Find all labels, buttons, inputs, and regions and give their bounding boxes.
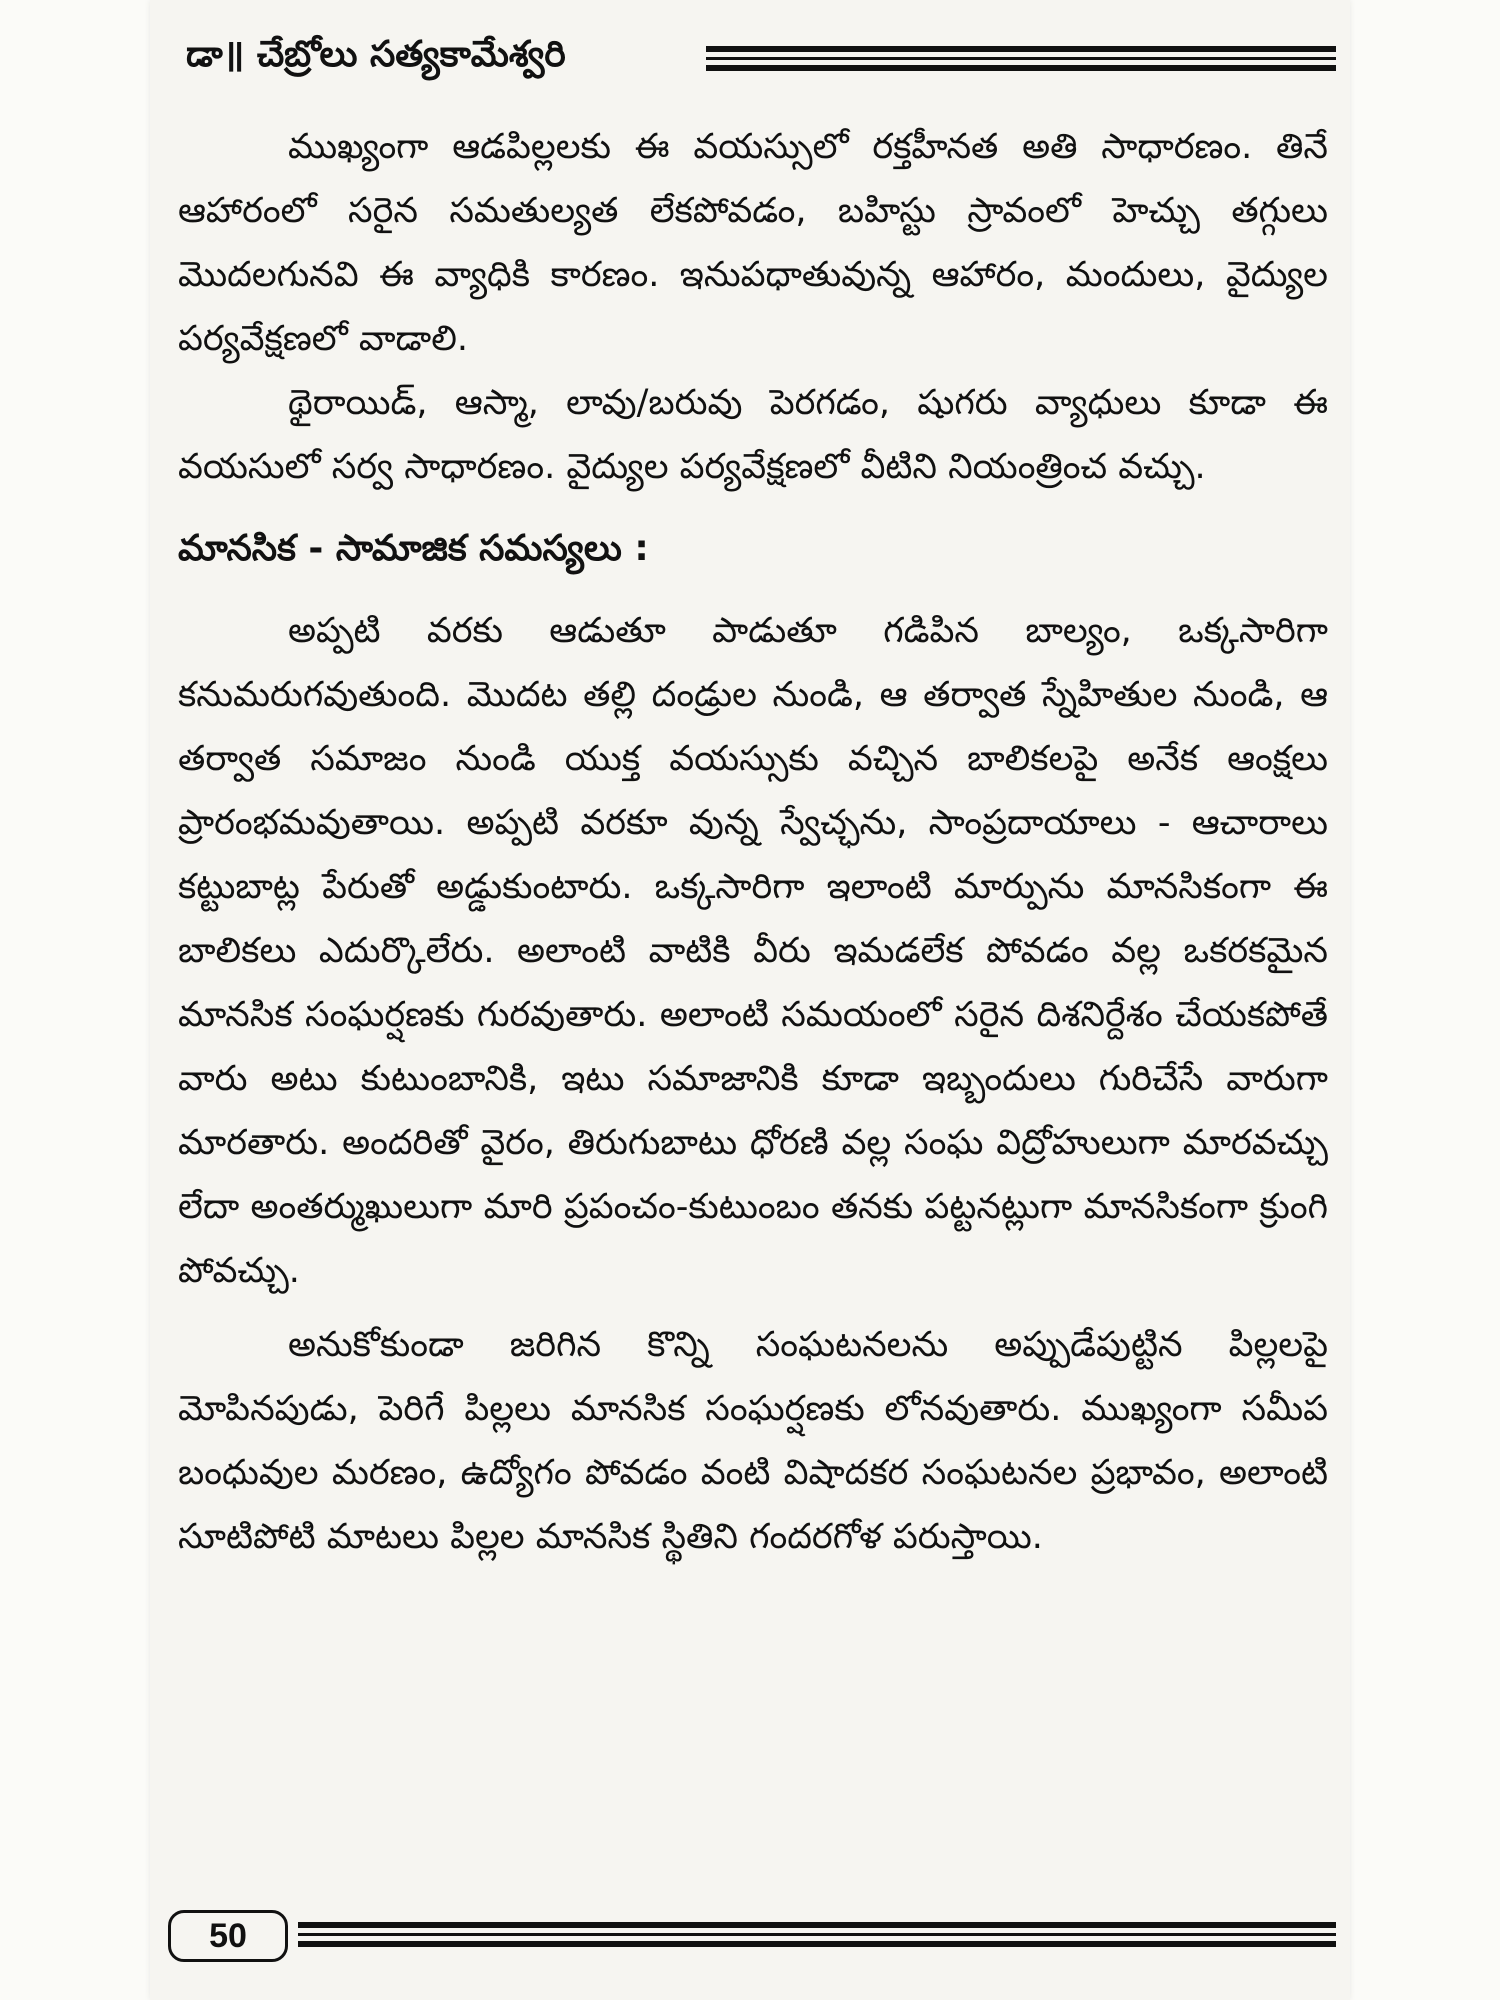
header-rule-thick: [706, 46, 1336, 52]
header-rule-thin: [706, 57, 1336, 60]
page-number: 50: [168, 1910, 288, 1962]
paragraph-anemia: ముఖ్యంగా ఆడపిల్లలకు ఈ వయస్సులో రక్తహీనత అతి సాధారణం. తినే ఆహారంలో సరైన సమతుల్యత లేకపోవడం, బహిస్టు స్రావంలో హెచ్చు తగ్గులు మొదలగునవి ఈ వ్యాధికి కారణం. ఇనుపధాతువున్న ఆహారం, మందులు, వైద్యుల పర్యవేక్షణలో వాడాలి.: [178, 127, 1328, 359]
header-rules: [706, 46, 1336, 71]
footer-rule-thick: [298, 1941, 1336, 1947]
footer-rules: [298, 1922, 1336, 1947]
footer-rule-thick: [298, 1922, 1336, 1928]
page-header: [186, 30, 1336, 80]
book-page: [150, 0, 1350, 2000]
section-heading: మానసిక - సామాజిక సమస్యలు :: [178, 528, 649, 569]
footer-rule-thin: [298, 1933, 1336, 1936]
header-rule-thick: [706, 65, 1336, 71]
page-footer: [168, 1910, 1336, 1970]
page-body: [178, 115, 1328, 1579]
paragraph-childhood: అప్పటి వరకు ఆడుతూ పాడుతూ గడిపిన బాల్యం, ఒక్కసారిగా కనుమరుగవుతుంది. మొదట తల్లి దండ్రుల నుండి, ఆ తర్వాత స్నేహితుల నుండి, ఆ తర్వాత సమాజం నుండి యుక్త వయస్సుకు వచ్చిన బాలికలపై అనేక ఆంక్షలు ప్రారంభమవుతాయి. అప్పటి వరకూ వున్న స్వేచ్ఛను, సాంప్రదాయాలు - ఆచారాలు కట్టుబాట్ల పేరుతో అడ్డుకుంటారు. ఒక్కసారిగా ఇలాంటి మార్పును మానసికంగా ఈ బాలికలు ఎదుర్కొలేరు. అలాంటి వాటికి వీరు ఇమడలేక పోవడం వల్ల ఒకరకమైన మానసిక సంఘర్షణకు గురవుతారు. అలాంటి సమయంలో సరైన దిశనిర్దేశం చేయకపోతే వారు అటు కుటుంబానికి, ఇటు సమాజానికి కూడా ఇబ్బందులు గురిచేసే వారుగా మారతారు. అందరితో వైరం, తిరుగుబాటు ధోరణి వల్ల సంఘ విద్రోహులుగా మారవచ్చు లేదా అంతర్ముఖులుగా మారి ప్రపంచం-కుటుంబం తనకు పట్టనట్లుగా మానసికంగా క్రుంగి పోవచ్చు.: [178, 611, 1328, 1291]
paragraph-incidents: అనుకోకుండా జరిగిన కొన్ని సంఘటనలను అప్పుడేపుట్టిన పిల్లలపై మోపినపుడు, పెరిగే పిల్లలు మానసిక సంఘర్షణకు లోనవుతారు. ముఖ్యంగా సమీప బంధువుల మరణం, ఉద్యోగం పోవడం వంటి విషాదకర సంఘటనల ప్రభావం, అలాంటి సూటిపోటి మాటలు పిల్లల మానసిక స్థితిని గందరగోళ పరుస్తాయి.: [178, 1325, 1328, 1557]
author-name: డా॥ చేబ్రోలు సత్యకామేశ్వరి: [186, 34, 566, 75]
paragraph-thyroid: థైరాయిడ్, ఆస్మా, లావు/బరువు పెరగడం, షుగరు వ్యాధులు కూడా ఈ వయసులో సర్వ సాధారణం. వైద్యుల పర్యవేక్షణలో వీటిని నియంత్రించ వచ్చు.: [178, 383, 1328, 487]
